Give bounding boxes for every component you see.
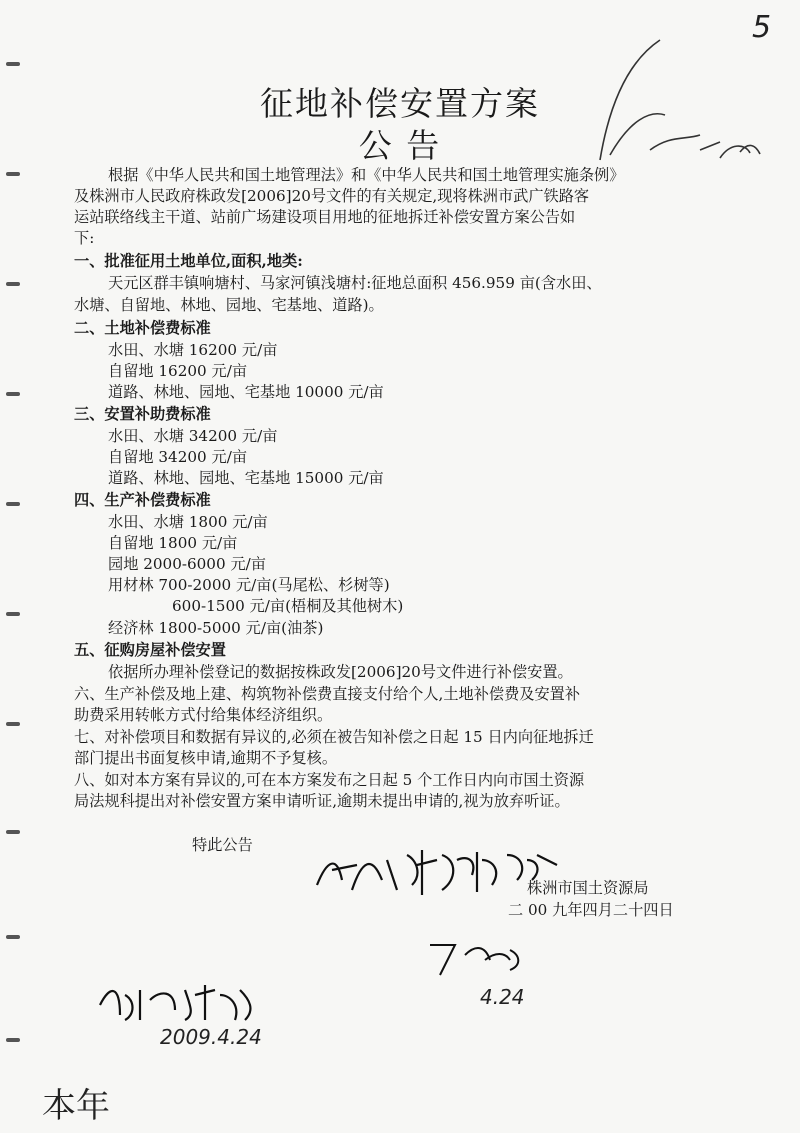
section-line: 自留地 34200 元/亩 xyxy=(108,448,248,466)
section-line: 自留地 1800 元/亩 xyxy=(108,534,238,552)
section-line: 道路、林地、园地、宅基地 10000 元/亩 xyxy=(108,383,384,401)
section-line: 600-1500 元/亩(梧桐及其他树木) xyxy=(172,597,404,615)
section-line: 自留地 16200 元/亩 xyxy=(108,362,248,380)
issue-date: 二 00 九年四月二十四日 xyxy=(508,901,674,919)
handwritten-signature-left xyxy=(95,975,265,1025)
section-line: 八、如对本方案有异议的,可在本方案发布之日起 5 个工作日内向市国土资源 xyxy=(74,771,585,789)
section-line: 部门提出书面复核申请,逾期不予复核。 xyxy=(74,749,338,767)
section-line: 依据所办理补偿登记的数据按株政发[2006]20号文件进行补偿安置。 xyxy=(108,663,573,681)
section-line: 局法规科提出对补偿安置方案申请听证,逾期未提出申请的,视为放弃听证。 xyxy=(74,792,570,810)
section-line: 经济林 1800-5000 元/亩(油茶) xyxy=(108,619,324,637)
punch-mark xyxy=(6,1038,20,1042)
punch-mark xyxy=(6,935,20,939)
punch-mark xyxy=(6,502,20,506)
handwritten-initials xyxy=(425,930,535,980)
handwritten-note: 本年 xyxy=(42,1086,110,1126)
section-line: 天元区群丰镇响塘村、马家河镇浅塘村:征地总面积 456.959 亩(含水田、 xyxy=(108,274,602,292)
punch-mark xyxy=(6,282,20,286)
section-heading: 五、征购房屋补偿安置 xyxy=(74,641,226,659)
document-subtitle: 公 告 xyxy=(358,126,442,165)
section-line: 七、对补偿项目和数据有异议的,必须在被告知补偿之日起 15 日内向征地拆迁 xyxy=(74,728,594,746)
section-line: 用材林 700-2000 元/亩(马尾松、杉树等) xyxy=(108,576,390,594)
section-line: 助费采用转帐方式付给集体经济组织。 xyxy=(74,706,333,724)
punch-mark xyxy=(6,172,20,176)
section-line: 水田、水塘 1800 元/亩 xyxy=(108,513,268,531)
handwritten-date: 2009.4.24 xyxy=(160,1025,262,1049)
issuer-name: 株洲市国土资源局 xyxy=(527,879,649,897)
punch-mark xyxy=(6,62,20,66)
section-line: 水塘、自留地、林地、园地、宅基地、道路)。 xyxy=(74,296,384,314)
section-line: 道路、林地、园地、宅基地 15000 元/亩 xyxy=(108,469,384,487)
punch-mark xyxy=(6,830,20,834)
handwritten-signature xyxy=(312,840,562,900)
section-line: 六、生产补偿及地上建、构筑物补偿费直接支付给个人,土地补偿费及安置补 xyxy=(74,685,581,703)
closing-text: 特此公告 xyxy=(192,836,253,854)
intro-line: 及株洲市人民政府株政发[2006]20号文件的有关规定,现将株洲市武广铁路客 xyxy=(74,187,590,205)
section-heading: 三、安置补助费标准 xyxy=(74,405,211,423)
section-line: 园地 2000-6000 元/亩 xyxy=(108,555,266,573)
intro-line: 下: xyxy=(74,229,95,247)
document-title: 征地补偿安置方案 xyxy=(260,84,540,123)
handwritten-date: 4.24 xyxy=(480,985,525,1009)
section-heading: 四、生产补偿费标准 xyxy=(74,491,211,509)
section-heading: 二、土地补偿费标准 xyxy=(74,319,211,337)
punch-mark xyxy=(6,392,20,396)
page-number-handwritten: 5 xyxy=(752,10,772,45)
section-line: 水田、水塘 34200 元/亩 xyxy=(108,427,278,445)
section-heading: 一、批准征用土地单位,面积,地类: xyxy=(74,252,303,270)
intro-line: 根据《中华人民共和国土地管理法》和《中华人民共和国土地管理实施条例》 xyxy=(108,166,625,184)
punch-mark xyxy=(6,612,20,616)
punch-mark xyxy=(6,722,20,726)
section-line: 水田、水塘 16200 元/亩 xyxy=(108,341,278,359)
intro-line: 运站联络线主干道、站前广场建设项目用地的征地拆迁补偿安置方案公告如 xyxy=(74,208,576,226)
